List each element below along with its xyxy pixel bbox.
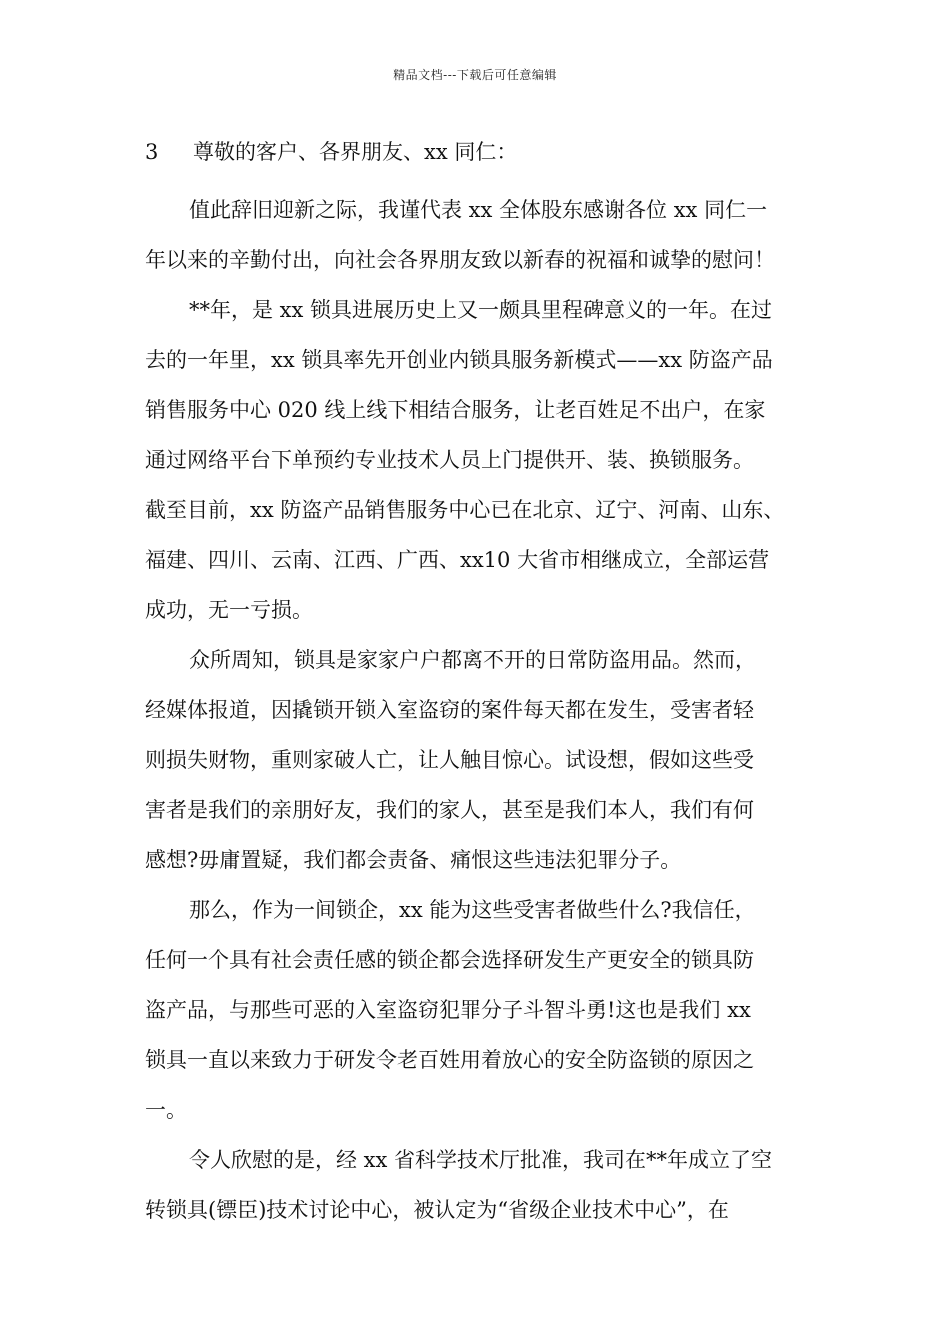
paragraph-line: 销售服务中心 020 线上线下相结合服务，让老百姓足不出户，在家	[145, 398, 766, 422]
paragraph-line: 去的一年里，xx 锁具率先开创业内锁具服务新模式——xx 防盗产品	[145, 348, 773, 372]
paragraph-line: 任何一个具有社会责任感的锁企都会选择研发生产更安全的锁具防	[145, 948, 754, 972]
paragraph-line: 年以来的辛勤付出，向社会各界朋友致以新春的祝福和诚挚的慰问！	[145, 248, 775, 272]
paragraph-line: 则损失财物，重则家破人亡，让人触目惊心。试设想，假如这些受	[145, 748, 754, 772]
paragraph-line: 通过网络平台下单预约专业技术人员上门提供开、装、换锁服务。	[145, 448, 754, 472]
paragraph-line: 值此辞旧迎新之际，我谨代表 xx 全体股东感谢各位 xx 同仁一	[189, 198, 768, 222]
paragraph-line: 截至目前，xx 防盗产品销售服务中心已在北京、辽宁、河南、山东、	[145, 498, 785, 522]
paragraph-line: 盗产品，与那些可恶的入室盗窃犯罪分子斗智斗勇!这也是我们 xx	[145, 998, 751, 1022]
paragraph-line: 那么，作为一间锁企，xx 能为这些受害者做些什么?我信任，	[189, 898, 756, 922]
salutation-text: 尊敬的客户、各界朋友、xx 同仁：	[193, 140, 518, 164]
paragraph-line: 锁具一直以来致力于研发令老百姓用着放心的安全防盗锁的原因之	[145, 1048, 754, 1072]
paragraph-line: 害者是我们的亲朋好友，我们的家人，甚至是我们本人，我们有何	[145, 798, 754, 822]
paragraph-line: 一。	[145, 1098, 187, 1122]
page-header: 精品文档---下载后可任意编辑	[393, 68, 557, 82]
paragraph-line: 福建、四川、云南、江西、广西、xx10 大省市相继成立，全部运营	[145, 548, 770, 572]
paragraph-4	[145, 885, 825, 1135]
paragraph-line: 转锁具(镖臣)技术讨论中心，被认定为“省级企业技术中心”，在	[145, 1198, 729, 1222]
list-number: 3	[145, 140, 159, 164]
paragraph-3	[145, 635, 825, 885]
paragraph-5	[145, 1135, 825, 1235]
paragraph-line: 经媒体报道，因撬锁开锁入室盗窃的案件每天都在发生，受害者轻	[145, 698, 754, 722]
paragraph-line: **年，是 xx 锁具进展历史上又一颇具里程碑意义的一年。在过	[189, 298, 773, 322]
salutation-line	[145, 133, 825, 171]
paragraph-1	[145, 185, 825, 285]
paragraph-2	[145, 285, 825, 635]
paragraph-line: 成功，无一亏损。	[145, 598, 313, 622]
paragraph-line: 众所周知，锁具是家家户户都离不开的日常防盗用品。然而，	[189, 648, 756, 672]
paragraph-line: 令人欣慰的是，经 xx 省科学技术厅批准，我司在**年成立了空	[189, 1148, 773, 1172]
paragraph-line: 感想?毋庸置疑，我们都会责备、痛恨这些违法犯罪分子。	[145, 848, 682, 872]
document-body	[145, 133, 825, 1235]
